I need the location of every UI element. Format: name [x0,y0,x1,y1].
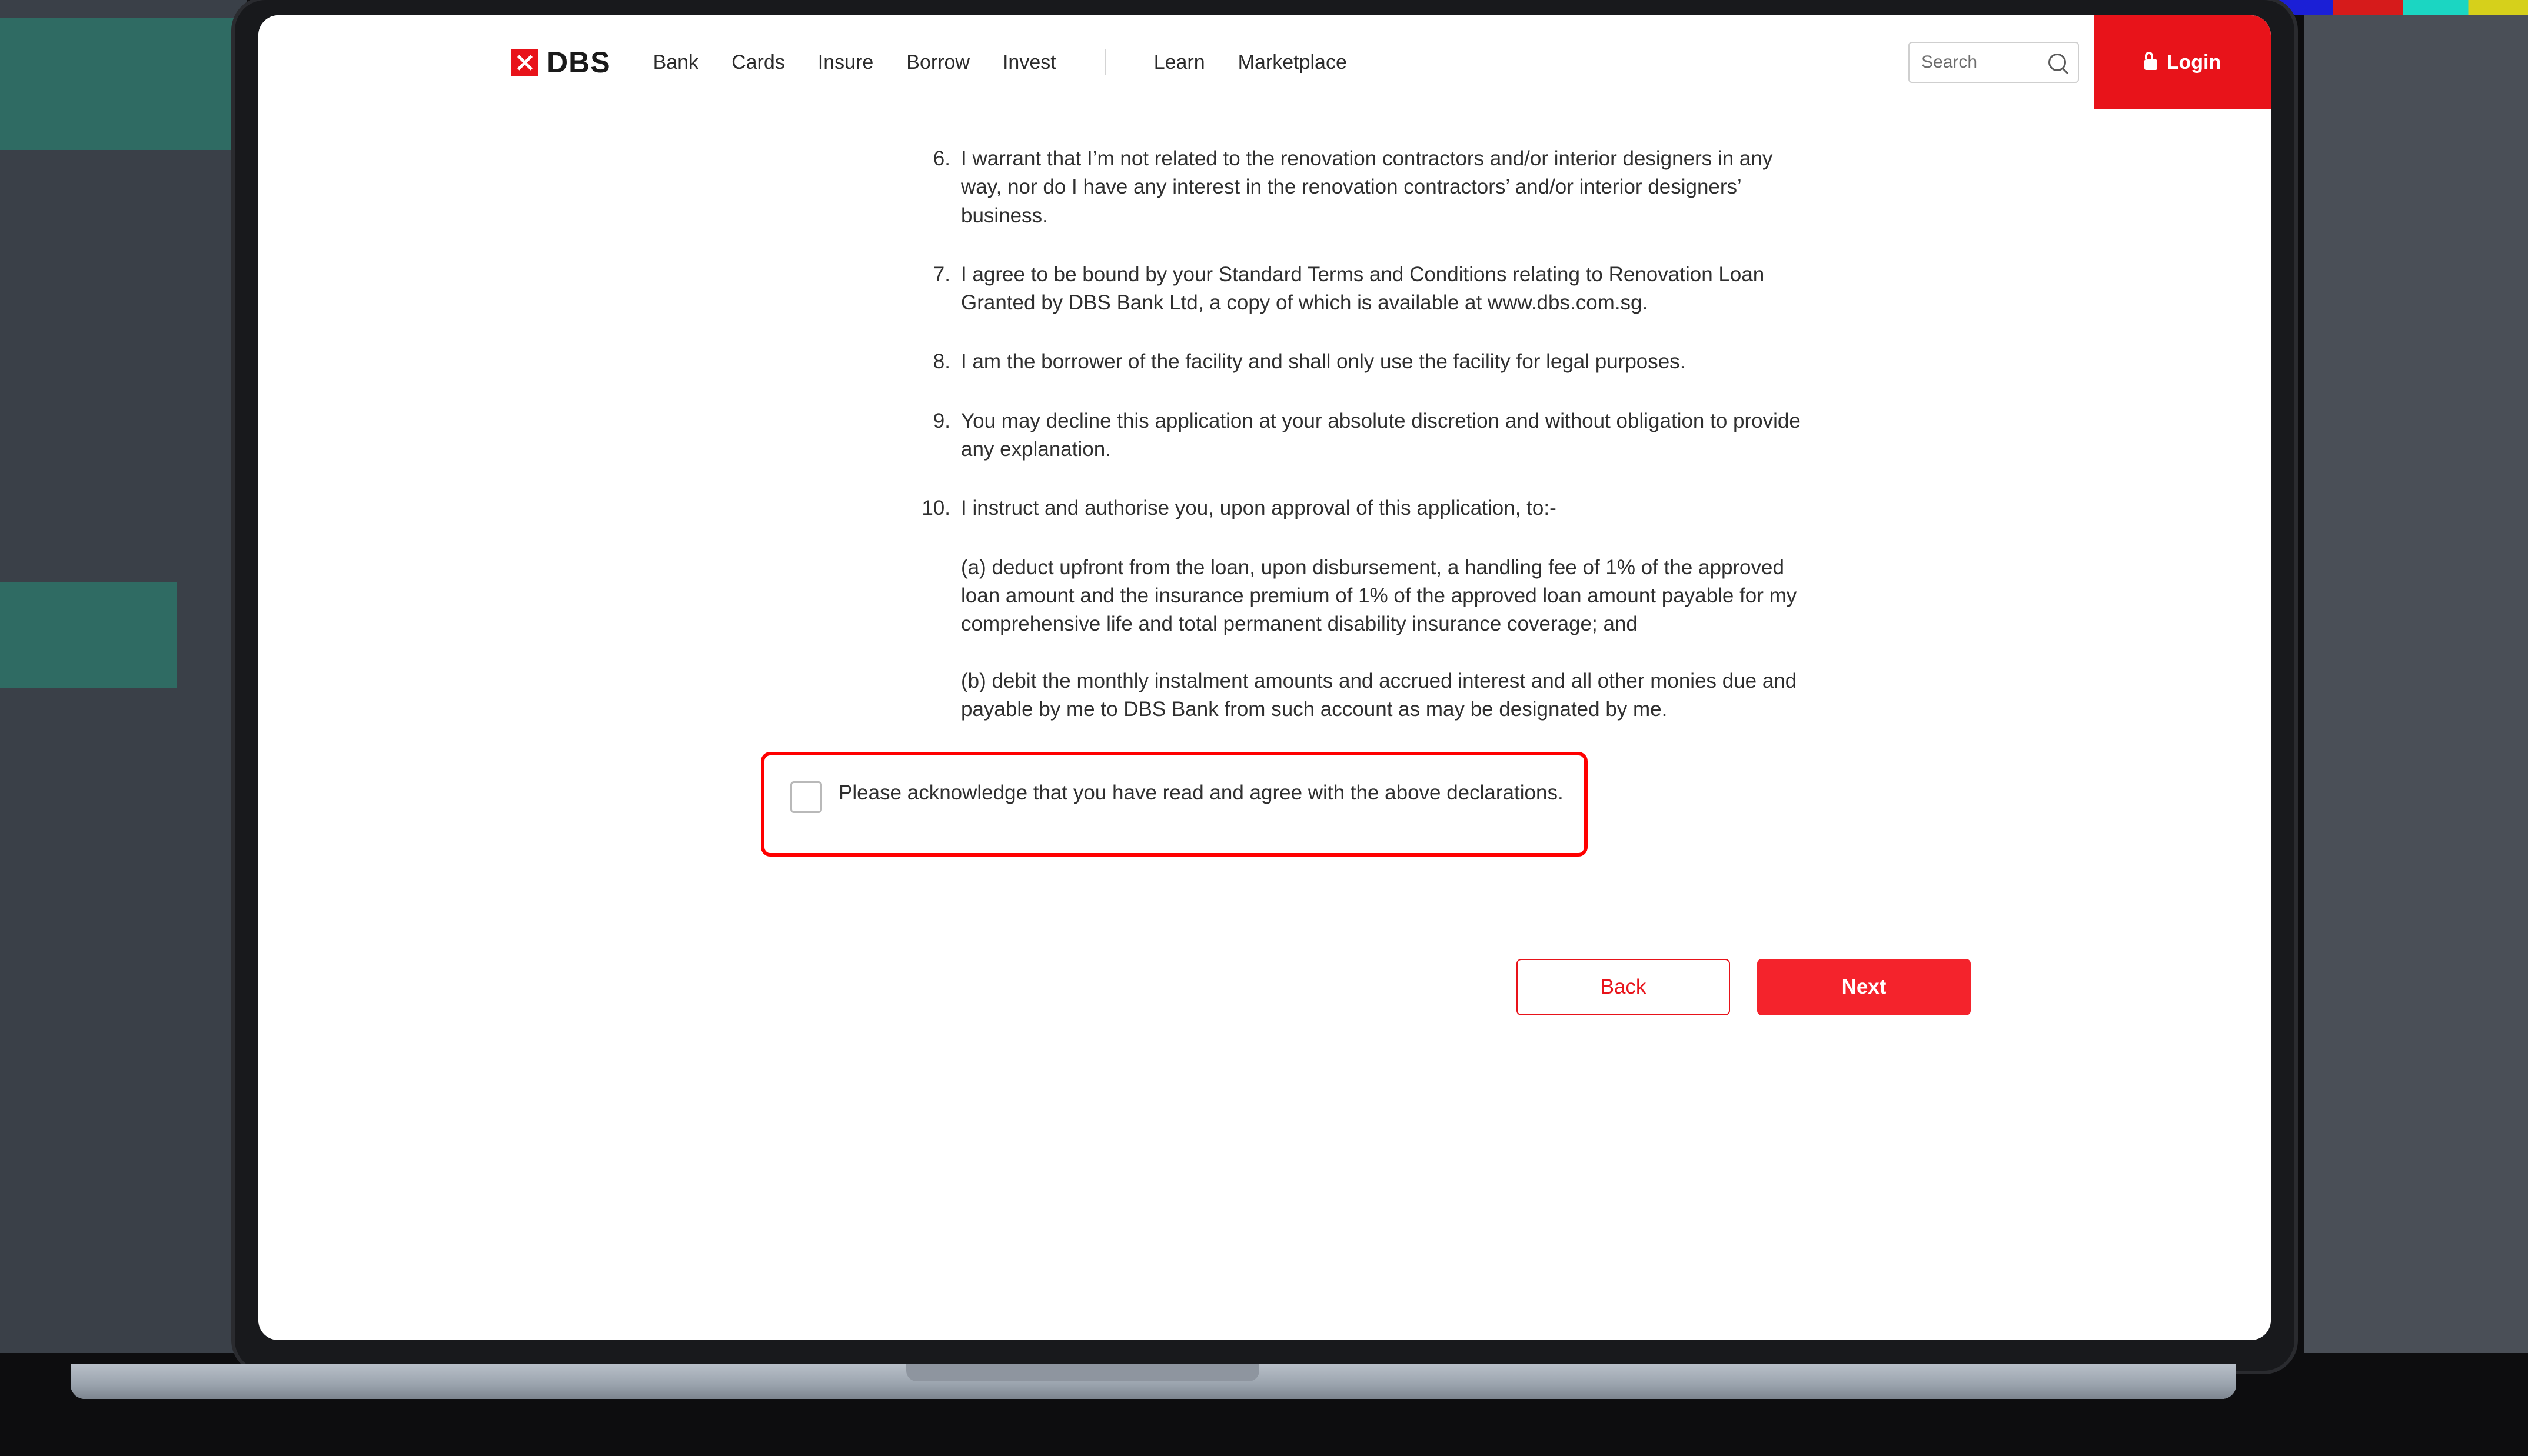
nav-item-bank[interactable]: Bank [653,51,699,74]
clause-number: 6. [933,147,950,170]
clause-text: I am the borrower of the facility and shall only use the facility for legal purposes. [961,350,1686,374]
clause-text: You may decline this application at your absolute discretion and without obligation to provide any explanation. [961,409,1801,461]
header-right [1908,15,2271,109]
search-icon[interactable] [2048,54,2066,71]
clause-text: I warrant that I’m not related to the renovation contractors and/or interior designers in any way, nor do I have any interest in the renovation contractors’ and/or interior designers’ business. [961,147,1773,227]
next-button[interactable]: Next [1757,959,1971,1015]
clause-item [900,407,1818,464]
search-placeholder: Search [1921,52,1978,72]
clause-item [900,494,1818,522]
laptop-frame [235,0,2294,1371]
browser-viewport [258,15,2271,1340]
laptop-trackpad-notch [906,1364,1259,1381]
dbs-logo[interactable] [511,45,611,79]
form-actions [1516,959,2271,1015]
main-navigation [653,49,1347,75]
dbs-logo-icon [511,49,538,76]
nav-item-borrow[interactable]: Borrow [906,51,970,74]
clause-number: 8. [933,350,950,374]
clause-number: 7. [933,262,950,286]
dbs-logo-text: DBS [547,46,611,79]
acknowledgement-highlight [761,752,1588,857]
sub-clause-a: (a) deduct upfront from the loan, upon disbursement, a handling fee of 1% of the approved loan amount and the insurance premium of 1% of the approved loan amount payable for my comprehensive life and total permanent disability insurance coverage; and [961,555,1797,636]
nav-divider [1105,49,1106,75]
clause-item [900,261,1818,318]
background-teal-block-middle [0,582,177,688]
back-button[interactable]: Back [1516,959,1730,1015]
site-header [258,15,2271,109]
clause-item [900,145,1818,230]
acknowledgement-checkbox[interactable] [790,781,822,813]
nav-item-marketplace[interactable]: Marketplace [1238,51,1347,74]
lock-icon [2144,59,2157,70]
sub-clause-b: (b) debit the monthly instalment amounts and accrued interest and all other monies due and payable by me to DBS Bank from such account as may be designated by me. [961,669,1797,721]
search-input[interactable] [1908,42,2079,83]
background-color-bar [2248,0,2528,15]
login-button[interactable] [2094,15,2271,109]
login-button-label: Login [2166,51,2221,74]
clause-text: I instruct and authorise you, upon approval of this application, to:- [961,497,1556,520]
page-content [258,109,2271,1339]
acknowledgement-label: Please acknowledge that you have read and agree with the above declarations. [839,781,1564,805]
nav-item-insure[interactable]: Insure [817,51,874,74]
nav-item-cards[interactable]: Cards [731,51,785,74]
clause-number: 10. [922,497,950,520]
declarations-list [900,133,1818,724]
clause-text: I agree to be bound by your Standard Terms and Conditions relating to Renovation Loan Granted by DBS Bank Ltd, a copy of which is available at www.dbs.com.sg. [961,262,1765,315]
nav-item-invest[interactable]: Invest [1002,51,1056,74]
clause-item [900,348,1818,376]
clause-number: 9. [933,409,950,432]
background-right-panel [2304,0,2528,1353]
nav-item-learn[interactable]: Learn [1153,51,1205,74]
